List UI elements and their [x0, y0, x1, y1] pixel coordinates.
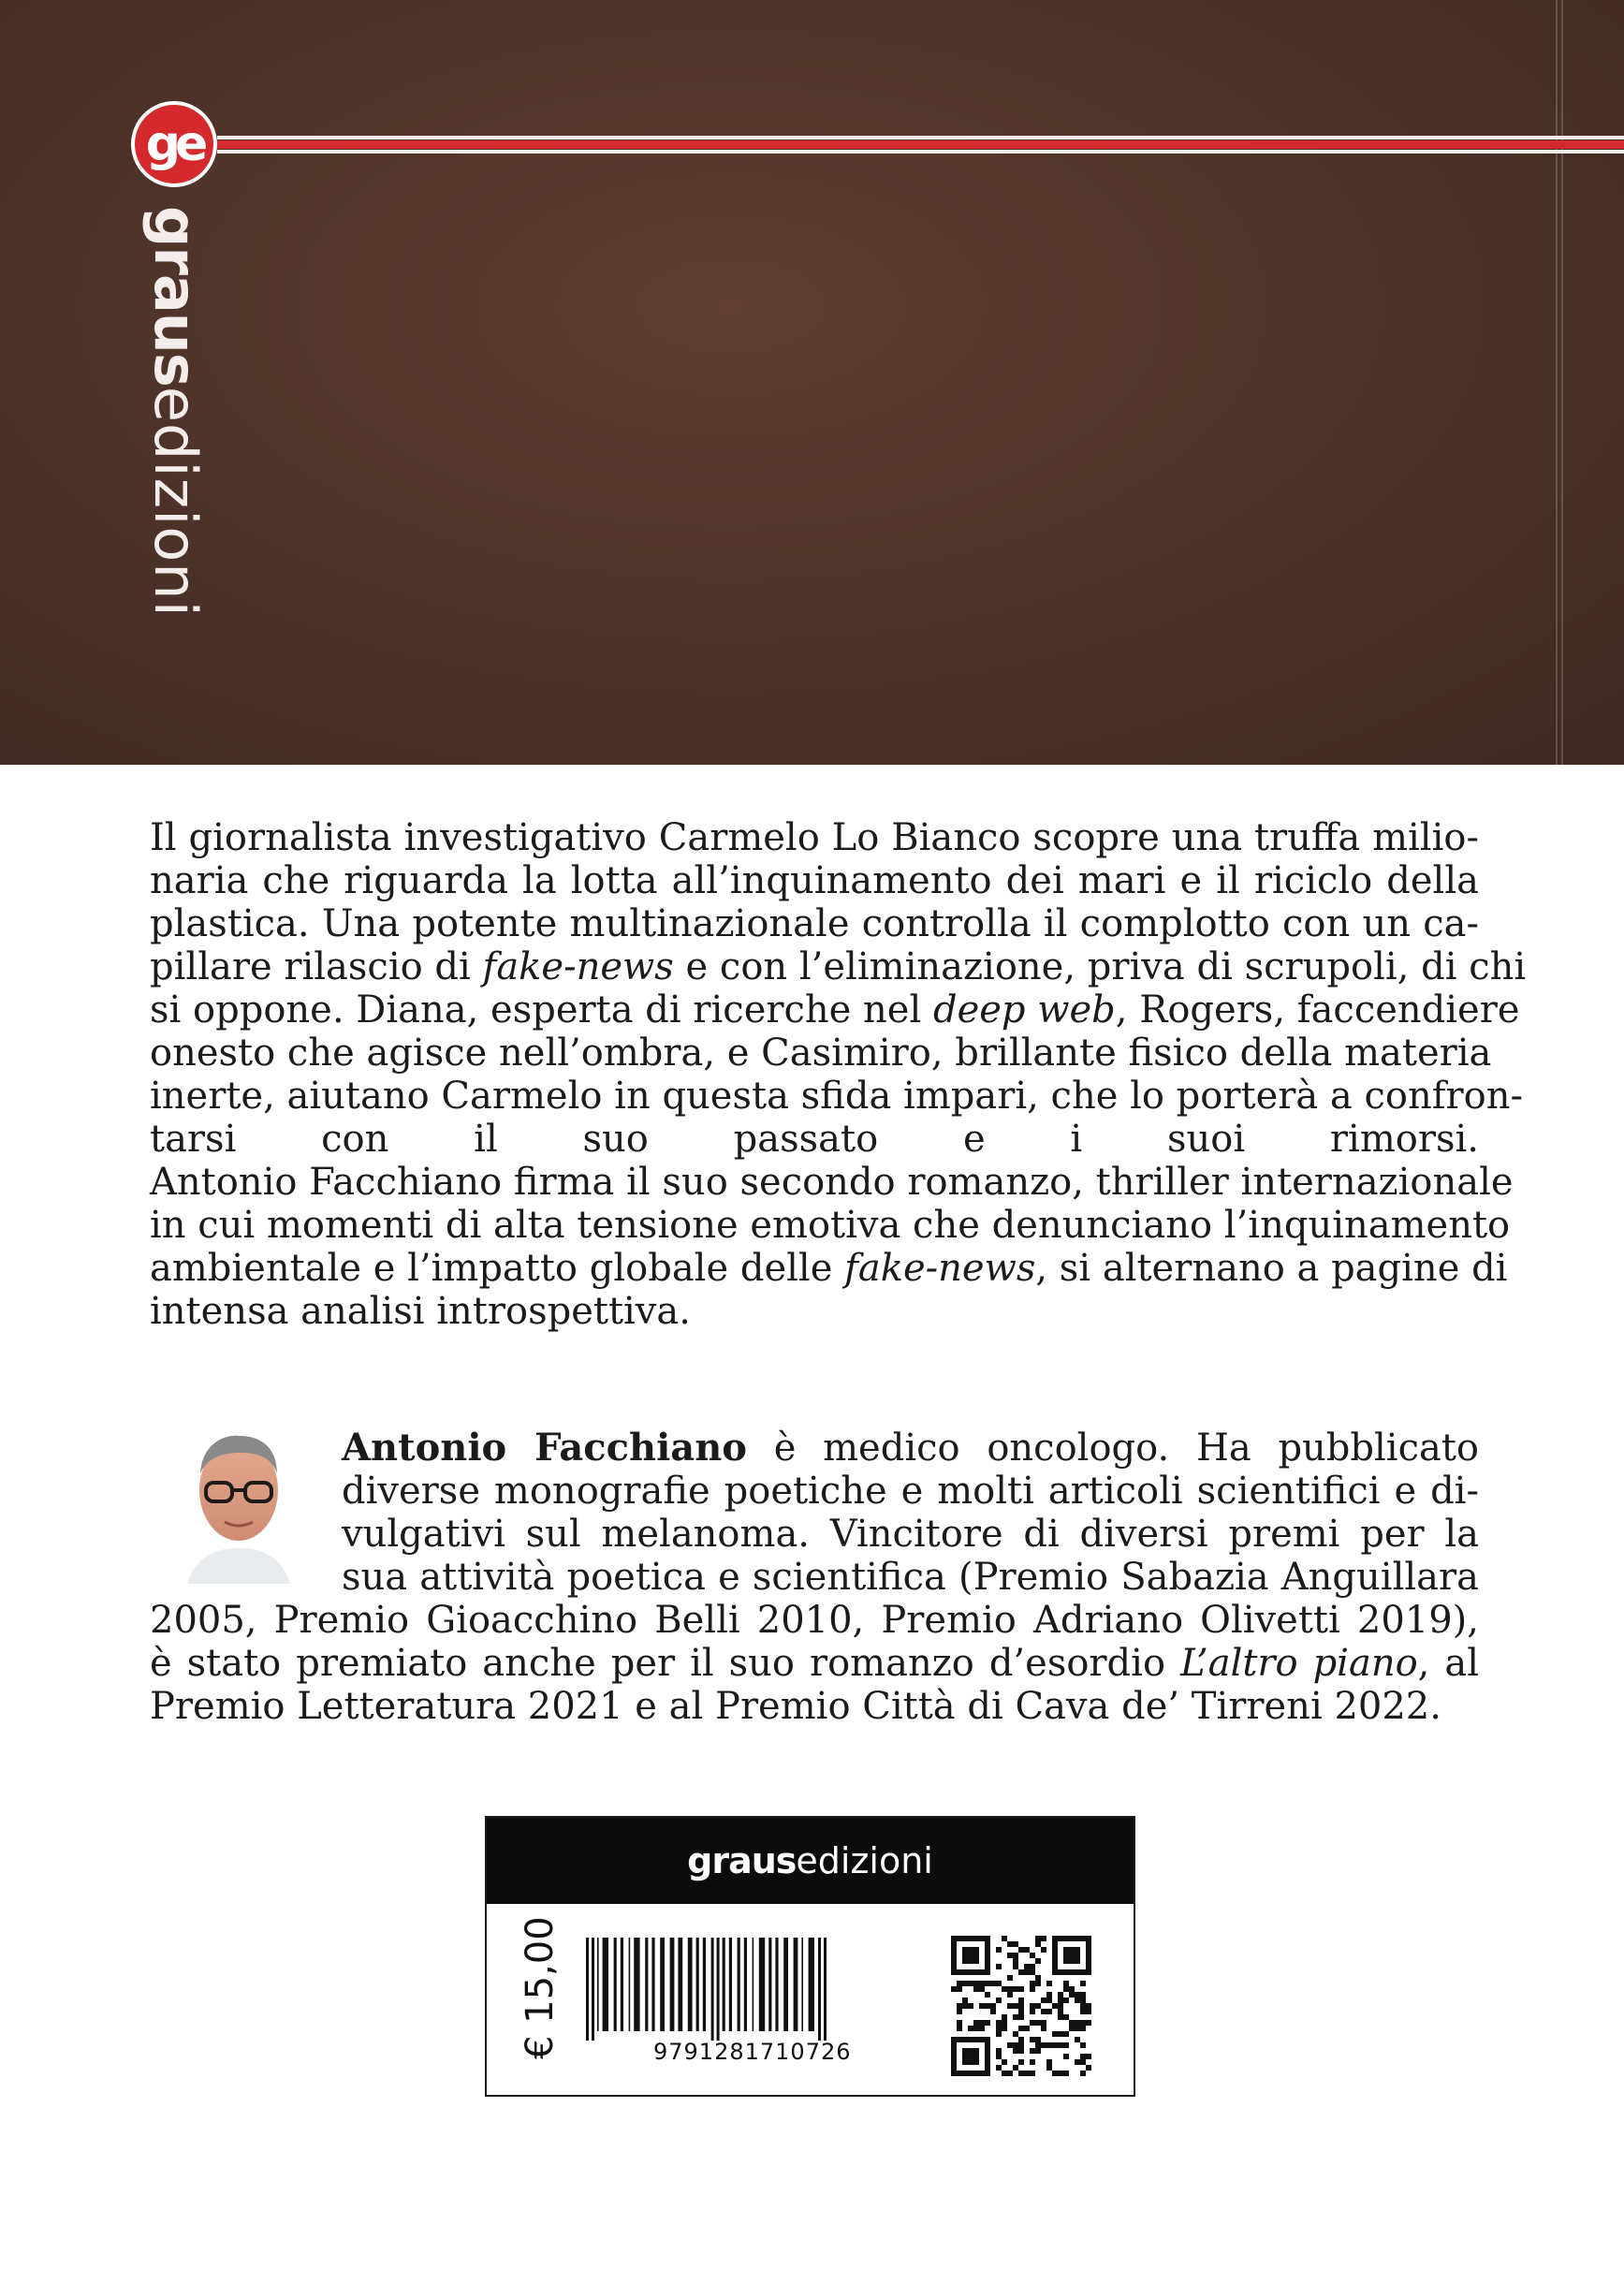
qr-module — [1046, 1992, 1052, 1998]
qr-module — [1075, 2059, 1080, 2065]
barcode-bar — [809, 1938, 814, 2031]
qr-module — [1058, 2071, 1063, 2076]
barcode-bar — [759, 1938, 765, 2031]
qr-module — [1018, 2014, 1024, 2020]
qr-module — [1041, 1936, 1046, 1941]
barcode-bar — [678, 1938, 682, 2031]
qr-module — [1086, 2054, 1091, 2059]
synopsis-line: in cui momenti di alta tensione emotiva che denunciano l’inquinamento — [150, 1204, 1511, 1247]
qr-module — [996, 2054, 1002, 2059]
qr-module — [1018, 2026, 1024, 2031]
spine-fold-line — [1556, 0, 1558, 765]
qr-module — [1046, 2009, 1052, 2014]
qr-module — [1080, 2054, 1086, 2059]
synopsis-line: Il giornalista investigativo Carmelo Lo Bianco scopre una truffa milio- — [150, 816, 1479, 859]
qr-module — [1002, 2014, 1007, 2020]
barcode-bar — [629, 1938, 631, 2031]
qr-module — [1002, 2059, 1007, 2065]
barcode-bar — [688, 1938, 693, 2031]
qr-module — [1080, 2003, 1086, 2009]
qr-module — [1018, 1969, 1024, 1975]
qr-module — [1063, 2054, 1069, 2059]
qr-module — [1013, 2014, 1018, 2020]
qr-module — [996, 2065, 1002, 2071]
qr-module — [1035, 2048, 1041, 2054]
qr-module — [957, 2009, 962, 2014]
synopsis-text — [150, 816, 1527, 1333]
qr-module — [1030, 1969, 1035, 1975]
qr-module — [1046, 1981, 1052, 1986]
qr-module — [1075, 1998, 1080, 2003]
bio-line: sua attività poetica e scientifica (Premio Sabazia Anguillara — [342, 1556, 1479, 1599]
barcode-bar — [768, 1938, 771, 2031]
qr-module — [1058, 1998, 1063, 2003]
qr-module — [1080, 2071, 1086, 2076]
qr-module — [1030, 2020, 1035, 2026]
qr-module — [1058, 2042, 1063, 2048]
qr-module — [1058, 2003, 1063, 2009]
qr-module — [1046, 2065, 1052, 2071]
barcode-bar — [824, 1938, 827, 2041]
synopsis-line: onesto che agisce nell’ombra, e Casimiro, brillante fisico della materia — [150, 1032, 1492, 1075]
qr-module — [1018, 2059, 1024, 2065]
qr-module — [1013, 2003, 1018, 2009]
qr-module — [1007, 1992, 1013, 1998]
qr-module — [1080, 2020, 1086, 2026]
qr-module — [990, 2009, 996, 2014]
qr-module — [957, 1986, 962, 1992]
synopsis-line: pillare rilascio di fake-news e con l’eliminazione, priva di scrupoli, di chi — [150, 945, 1527, 988]
qr-module — [1013, 2048, 1018, 2054]
qr-module — [1041, 2020, 1046, 2026]
qr-module — [1080, 1992, 1086, 1998]
qr-module — [1046, 2059, 1052, 2065]
qr-module — [1018, 1986, 1024, 1992]
qr-module — [1035, 2042, 1041, 2048]
barcode-bar — [717, 1938, 720, 2041]
barcode-bar — [818, 1938, 821, 2041]
qr-module — [1007, 2003, 1013, 2009]
qr-module — [1024, 2071, 1030, 2076]
qr-module — [1002, 2071, 1007, 2076]
qr-finder — [962, 1947, 979, 1964]
barcode-bar — [723, 1938, 725, 2031]
barcode-bar — [592, 1938, 594, 2041]
qr-finder — [1063, 1947, 1080, 1964]
synopsis-line: plastica. Una potente multinazionale controlla il complotto con un ca- — [150, 902, 1479, 945]
price-label: € 15,00 — [519, 1916, 562, 2059]
qr-module — [1069, 1992, 1075, 1998]
qr-module — [1030, 2037, 1035, 2042]
qr-module — [1024, 1969, 1030, 1975]
qr-finder — [962, 2048, 979, 2065]
qr-module — [996, 1964, 1002, 1969]
qr-module — [1030, 2059, 1035, 2065]
barcode-bar — [775, 1938, 778, 2031]
qr-module — [951, 1986, 957, 1992]
qr-module — [1002, 1986, 1007, 1992]
barcode-bar — [696, 1938, 699, 2031]
barcode-label-header: graus edizioni — [487, 1818, 1134, 1904]
qr-module — [1002, 1936, 1007, 1941]
qr-module — [1080, 2009, 1086, 2014]
publisher-logo-mark: ge — [131, 101, 217, 187]
qr-module — [1007, 2042, 1013, 2048]
qr-module — [985, 2003, 990, 2009]
bio-line: 2005, Premio Gioacchino Belli 2010, Premio Adriano Olivetti 2019), — [150, 1599, 1479, 1642]
publisher-vertical-wordmark: grausedizioni — [141, 206, 210, 618]
author-name: Antonio Facchiano — [342, 1426, 747, 1470]
qr-module — [1046, 1998, 1052, 2003]
qr-module — [1086, 2009, 1091, 2014]
isbn-number: 9791281710726 — [653, 2039, 852, 2065]
qr-module — [1030, 1986, 1035, 1992]
qr-module — [996, 2020, 1002, 2026]
qr-module — [1035, 2037, 1041, 2042]
synopsis-line: inerte, aiutano Carmelo in questa sfida impari, che lo porterà a confron- — [150, 1075, 1524, 1118]
barcode-bar — [603, 1938, 608, 2031]
synopsis-line: Antonio Facchiano firma il suo secondo romanzo, thriller internazionale — [150, 1161, 1514, 1204]
qr-module — [1063, 1981, 1069, 1986]
qr-module — [1080, 1981, 1086, 1986]
qr-module — [968, 2026, 973, 2031]
qr-module — [1018, 2009, 1024, 2014]
qr-module — [1018, 2042, 1024, 2048]
qr-module — [973, 2020, 979, 2026]
qr-module — [1035, 2020, 1041, 2026]
qr-module — [1018, 1947, 1024, 1953]
qr-module — [990, 2003, 996, 2009]
qr-module — [1069, 2026, 1075, 2031]
qr-module — [968, 2003, 973, 2009]
qr-module — [1013, 1958, 1018, 1964]
qr-module — [979, 1981, 985, 1986]
qr-module — [1058, 2031, 1063, 2037]
qr-module — [1080, 2026, 1086, 2031]
qr-module — [1007, 1975, 1013, 1981]
bio-line: diverse monografie poetiche e molti articoli scientifici e di- — [342, 1470, 1479, 1513]
qr-module — [1063, 2042, 1069, 2048]
qr-module — [1030, 1964, 1035, 1969]
qr-module — [1013, 1986, 1018, 1992]
qr-module — [1035, 1936, 1041, 1941]
qr-module — [1024, 1964, 1030, 1969]
qr-module — [1035, 1975, 1041, 1981]
barcode-bar — [651, 1938, 654, 2031]
synopsis-line: tarsi con il suo passato e i suoi rimorsi. — [150, 1118, 1479, 1161]
qr-module — [1041, 2026, 1046, 2031]
qr-module — [979, 2020, 985, 2026]
qr-module — [996, 1981, 1002, 1986]
barcode-bar — [660, 1938, 665, 2031]
qr-module — [962, 1981, 968, 1986]
qr-module — [968, 1981, 973, 1986]
qr-module — [1041, 1998, 1046, 2003]
qr-module — [1080, 2059, 1086, 2065]
qr-module — [996, 2031, 1002, 2037]
synopsis-line: naria che riguarda la lotta all’inquinamento dei mari e il riciclo della — [150, 859, 1479, 902]
barcode-bar — [597, 1938, 599, 2031]
qr-code — [951, 1936, 1093, 2078]
barcode-bar — [614, 1938, 617, 2031]
qr-module — [1063, 2071, 1069, 2076]
barcode-bar — [621, 1938, 623, 2031]
qr-module — [1046, 2042, 1052, 2048]
barcode-bar — [711, 1938, 714, 2041]
synopsis-line: ambientale e l’impatto globale delle fake-news, si alternano a pagine di — [150, 1247, 1508, 1290]
qr-module — [1030, 2048, 1035, 2054]
qr-module — [1041, 2042, 1046, 2048]
barcode-bar — [783, 1938, 788, 2031]
qr-module — [1086, 2065, 1091, 2071]
qr-module — [1035, 2003, 1041, 2009]
qr-module — [1035, 1941, 1041, 1947]
qr-module — [1075, 2037, 1080, 2042]
qr-module — [957, 2026, 962, 2031]
isbn-barcode — [586, 1938, 914, 2041]
qr-module — [1086, 2003, 1091, 2009]
barcode-bar — [801, 1938, 803, 2031]
qr-module — [1007, 2071, 1013, 2076]
qr-module — [1018, 2048, 1024, 2054]
qr-module — [1052, 2003, 1058, 2009]
qr-module — [1035, 1958, 1041, 1964]
qr-module — [957, 2020, 962, 2026]
qr-module — [1013, 1953, 1018, 1958]
barcode-label — [485, 1816, 1135, 2097]
bio-line: Premio Letteratura 2021 e al Premio Città di Cava de’ Tirreni 2022. — [150, 1685, 1441, 1728]
barcode-bar — [738, 1938, 740, 2031]
qr-module — [1018, 2037, 1024, 2042]
red-rule-line — [217, 136, 1624, 154]
barcode-bar — [794, 1938, 798, 2031]
qr-module — [979, 2026, 985, 2031]
qr-module — [1013, 1964, 1018, 1969]
barcode-bar — [634, 1938, 639, 2031]
qr-module — [1069, 1986, 1075, 1992]
qr-module — [996, 2026, 1002, 2031]
qr-module — [1063, 2014, 1069, 2020]
qr-module — [1018, 2003, 1024, 2009]
qr-module — [996, 2048, 1002, 2054]
cover-top-panel — [0, 0, 1624, 765]
qr-module — [973, 1981, 979, 1986]
qr-module — [1013, 2031, 1018, 2037]
qr-module — [957, 1981, 962, 1986]
qr-module — [1013, 1941, 1018, 1947]
qr-module — [1007, 1986, 1013, 1992]
bio-line: è stato premiato anche per il suo romanzo d’esordio L’altro piano, al — [150, 1642, 1479, 1685]
qr-module — [1035, 1981, 1041, 1986]
qr-module — [1018, 2071, 1024, 2076]
qr-module — [985, 1992, 990, 1998]
synopsis-line: si oppone. Diana, esperta di ricerche nel deep web, Rogers, faccendiere — [150, 988, 1520, 1032]
qr-module — [1041, 1947, 1046, 1953]
qr-module — [1030, 1981, 1035, 1986]
qr-module — [996, 1998, 1002, 2003]
qr-module — [957, 2003, 962, 2009]
qr-module — [979, 1986, 985, 1992]
qr-module — [1058, 1992, 1063, 1998]
barcode-bar — [670, 1938, 675, 2031]
bio-line: Antonio Facchiano è medico oncologo. Ha pubblicato — [342, 1426, 1480, 1470]
qr-module — [1024, 1947, 1030, 1953]
qr-module — [1002, 2026, 1007, 2031]
barcode-bar — [729, 1938, 732, 2031]
qr-module — [1018, 1998, 1024, 2003]
barcode-bar — [645, 1938, 648, 2031]
qr-module — [1075, 2026, 1080, 2031]
qr-module — [1058, 2014, 1063, 2020]
qr-module — [1052, 2031, 1058, 2037]
qr-module — [1075, 1992, 1080, 1998]
qr-module — [1002, 2020, 1007, 2026]
qr-module — [1075, 2020, 1080, 2026]
bio-line: vulgativi sul melanoma. Vincitore di diversi premi per la — [342, 1513, 1479, 1556]
qr-module — [1080, 2042, 1086, 2048]
qr-module — [962, 2003, 968, 2009]
qr-module — [996, 1947, 1002, 1953]
qr-module — [985, 2020, 990, 2026]
qr-module — [1041, 2009, 1046, 2014]
qr-module — [1063, 2031, 1069, 2037]
barcode-bar — [744, 1938, 747, 2031]
qr-module — [1007, 1941, 1013, 1947]
qr-module — [1030, 2003, 1035, 2009]
synopsis-line: intensa analisi introspettiva. — [150, 1290, 691, 1333]
qr-module — [1030, 2009, 1035, 2014]
qr-module — [1013, 2065, 1018, 2071]
qr-module — [962, 1998, 968, 2003]
qr-module — [985, 1981, 990, 1986]
qr-module — [1013, 2042, 1018, 2048]
qr-module — [1058, 2009, 1063, 2014]
barcode-bar — [586, 1938, 589, 2041]
qr-module — [1063, 1998, 1069, 2003]
qr-module — [1024, 2026, 1030, 2031]
barcode-bar — [703, 1938, 706, 2031]
qr-module — [1007, 1953, 1013, 1958]
author-bio-text — [150, 1427, 1479, 1728]
qr-module — [1030, 2071, 1035, 2076]
qr-module — [979, 2003, 985, 2009]
qr-module — [1063, 1986, 1069, 1992]
qr-module — [973, 1986, 979, 1992]
qr-module — [990, 1981, 996, 1986]
qr-module — [973, 2026, 979, 2031]
qr-module — [1052, 2042, 1058, 2048]
qr-module — [1069, 2020, 1075, 2026]
qr-module — [1086, 2020, 1091, 2026]
qr-module — [1080, 1998, 1086, 2003]
barcode-bar — [753, 1938, 754, 2031]
qr-module — [1030, 1953, 1035, 1958]
spine-fold-line — [1561, 0, 1563, 765]
qr-module — [1052, 2071, 1058, 2076]
